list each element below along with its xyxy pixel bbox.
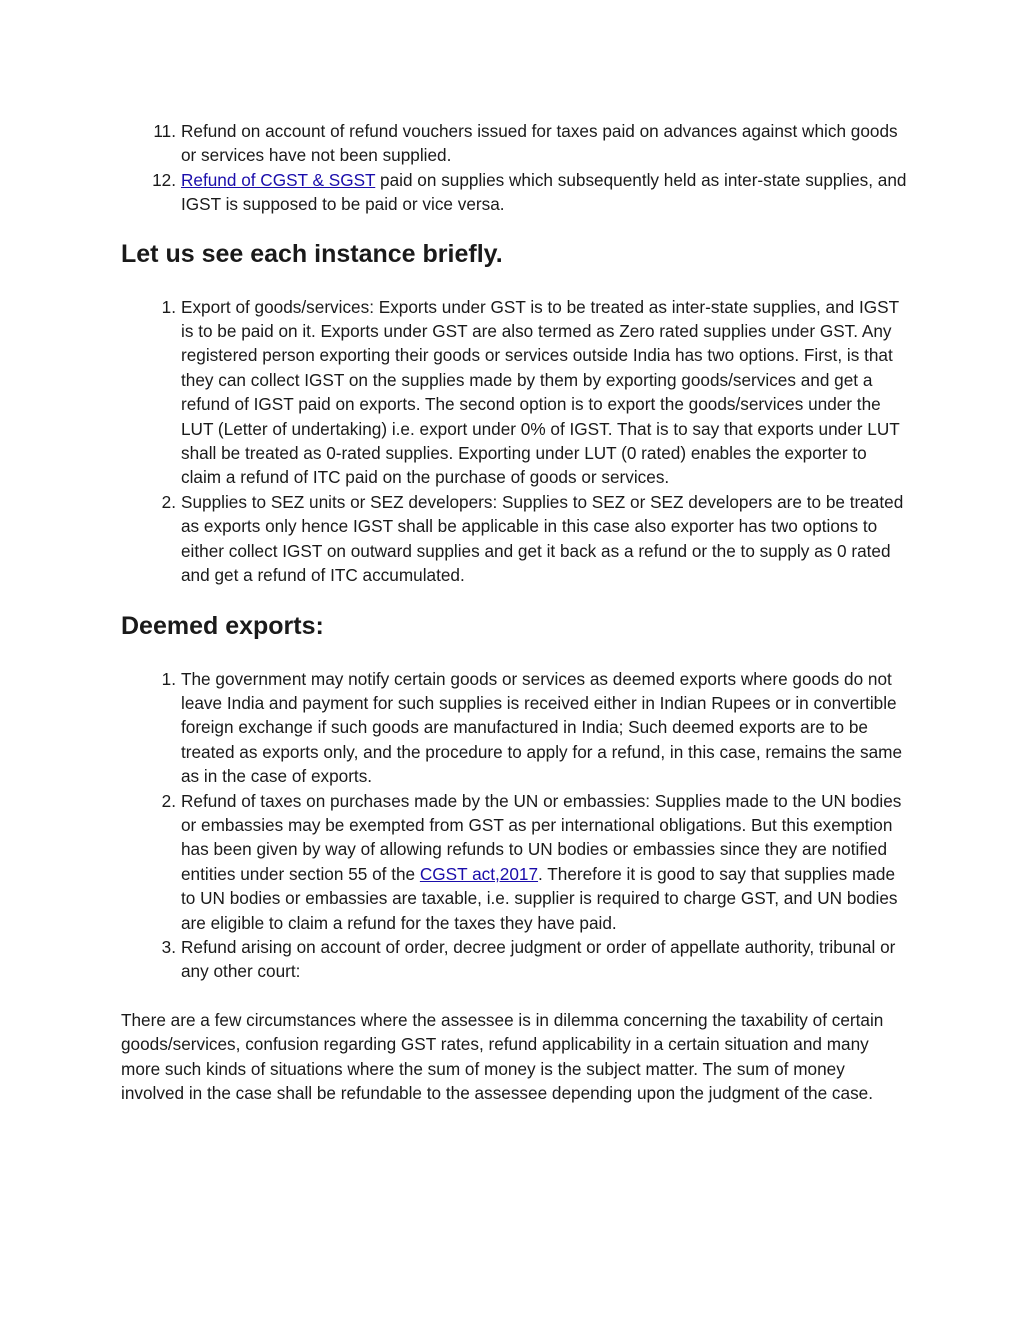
list-number: 3. bbox=[161, 936, 176, 957]
section-heading-deemed-exports: Deemed exports: bbox=[121, 611, 324, 640]
cgst-act-2017-link[interactable]: CGST act,2017 bbox=[419, 863, 539, 884]
list-item-text: Refund of taxes on purchases made by the UN or embassies: Supplies made to the UN bodies or embassies may be exempted from GST as per international obligations. But this exemption has been given by way of allowing refunds to UN bodies or embassies since they are notified entities under section 55 of the bbox=[181, 790, 902, 884]
list-item bbox=[121, 295, 911, 490]
list-item-text: The government may notify certain goods or services as deemed exports where goods do not leave India and payment for such supplies is received either in Indian Rupees or in convertible foreign exchange if such goods are manufactured in India; Such deemed exports are to be treated as exports only, and the procedure to apply for a refund, in this case, remains the same as in the case of exports. bbox=[181, 668, 903, 787]
deemed-exports-list bbox=[121, 667, 911, 984]
refund-cases-list bbox=[121, 119, 911, 217]
list-item bbox=[121, 119, 911, 168]
list-number: 1. bbox=[161, 296, 176, 317]
list-number: 2. bbox=[161, 491, 176, 512]
list-item-text: . Therefore it is good to say that supplies made to UN bodies or embassies are taxable, i.e. supplier is required to charge GST, and UN bodies are eligible to claim a refund for the taxes they have paid. bbox=[181, 863, 898, 933]
closing-paragraph: There are a few circumstances where the assessee is in dilemma concerning the taxability of certain goods/services, confusion regarding GST rates, refund applicability in a certain situation and many more such kinds of situations where the sum of money is the subject matter. The sum of money involved in the case shall be refundable to the assessee depending upon the judgment of the case. bbox=[121, 1009, 884, 1103]
list-number: 12. bbox=[152, 169, 176, 190]
section-heading-instances: Let us see each instance briefly. bbox=[121, 239, 503, 268]
document-content bbox=[121, 119, 911, 1105]
list-number: 2. bbox=[161, 790, 176, 811]
list-item bbox=[121, 667, 911, 789]
list-item-text: Refund on account of refund vouchers issued for taxes paid on advances against which goods or services have not been supplied. bbox=[181, 121, 898, 166]
list-item bbox=[121, 935, 911, 984]
list-item bbox=[121, 789, 911, 935]
instances-list bbox=[121, 295, 911, 588]
list-item-text: Supplies to SEZ units or SEZ developers: Supplies to SEZ or SEZ developers are to be treated as exports only hence IGST shall be applicable in this case also exporter has two options to either collect IGST on outward supplies and get it back as a refund or the to supply as 0 rated and get a refund of ITC accumulated. bbox=[181, 491, 904, 586]
list-number: 1. bbox=[161, 668, 176, 689]
list-number: 11. bbox=[153, 121, 176, 141]
list-item-text: Refund arising on account of order, decree judgment or order of appellate authority, tribunal or any other court: bbox=[181, 936, 896, 982]
list-item-text: paid on supplies which subsequently held as inter-state supplies, and IGST is supposed to be paid or vice versa. bbox=[181, 169, 907, 215]
list-item bbox=[121, 168, 911, 217]
refund-cgst-sgst-link[interactable]: Refund of CGST & SGST bbox=[181, 169, 376, 190]
list-item bbox=[121, 490, 911, 588]
list-item-text: Export of goods/services: Exports under GST is to be treated as inter-state supplies, and IGST is to be paid on it. Exports under GST are also termed as Zero rated supplies under GST. Any registered person exporting their goods or services outside India has two options. First, is that they can collect IGST on the supplies made by them by exporting goods/services and get a refund of IGST paid on exports. The second option is to export the goods/services under the LUT (Letter of undertaking) i.e. export under 0% of IGST. That is to say that exports under LUT shall be treated as 0-rated supplies. Exporting under LUT (0 rated) enables the exporter to claim a refund of ITC paid on the purchase of goods or services. bbox=[181, 296, 900, 488]
